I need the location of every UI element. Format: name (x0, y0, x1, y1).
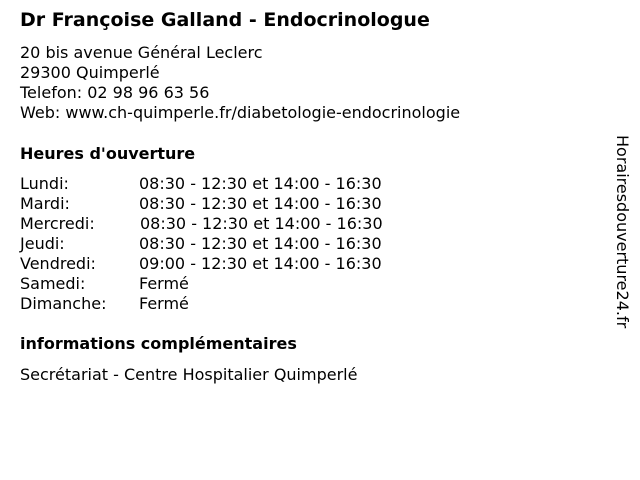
page-title: Dr Françoise Galland - Endocrinologue (20, 9, 430, 31)
city-address: 29300 Quimperlé (20, 63, 160, 82)
address-block (20, 43, 460, 123)
day-label: Vendredi: (20, 254, 96, 273)
website-link: Web: www.ch-quimperle.fr/diabetologie-endocrinologie (20, 103, 461, 122)
day-label: Mardi: (20, 194, 70, 213)
time-range: 08:30 - 12:30 et 14:00 - 16:30 (139, 174, 382, 193)
day-label: Mercredi: (20, 214, 95, 233)
time-range: 09:00 - 12:30 et 14:00 - 16:30 (139, 254, 382, 273)
opening-hours-heading: Heures d'ouverture (20, 144, 196, 163)
additional-info-text: Secrétariat - Centre Hospitalier Quimperlé (20, 365, 358, 384)
day-label: Samedi: (20, 274, 86, 293)
time-range: Fermé (139, 274, 189, 293)
phone-number: Telefon: 02 98 96 63 56 (20, 83, 210, 102)
day-label: Jeudi: (20, 234, 65, 253)
time-range: Fermé (139, 294, 189, 313)
time-range: 08:30 - 12:30 et 14:00 - 16:30 (139, 194, 382, 213)
day-label: Dimanche: (20, 294, 107, 313)
day-label: Lundi: (20, 174, 69, 193)
site-watermark: Horairesdouverture24.fr (613, 135, 632, 329)
time-range: 08:30 - 12:30 et 14:00 - 16:30 (140, 214, 383, 233)
additional-info-heading: informations complémentaires (20, 334, 297, 353)
time-range: 08:30 - 12:30 et 14:00 - 16:30 (139, 234, 382, 253)
street-address: 20 bis avenue Général Leclerc (20, 43, 263, 62)
